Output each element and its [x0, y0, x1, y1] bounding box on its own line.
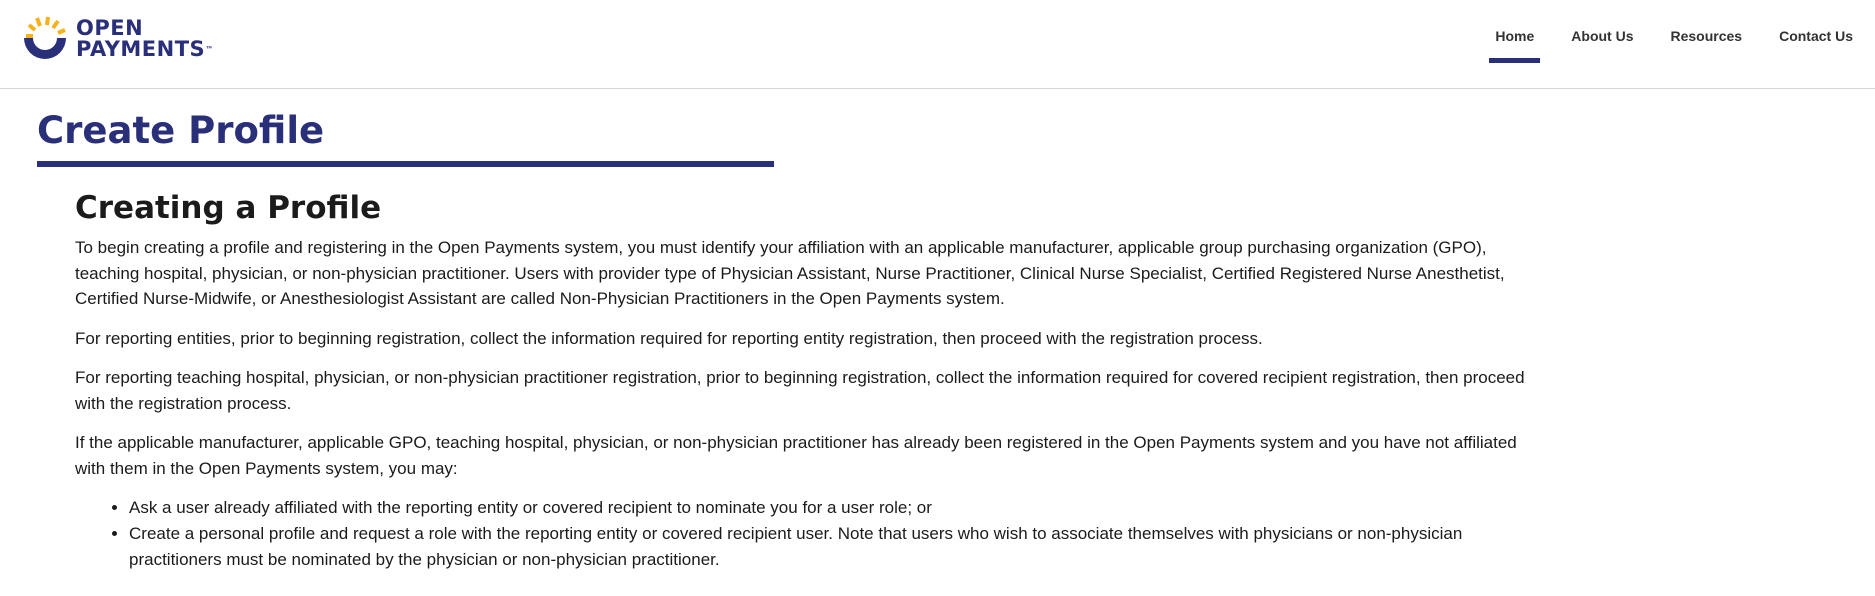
logo-wordmark [76, 18, 213, 60]
logo-line-2: PAYMENTS [76, 37, 206, 61]
open-payments-logo[interactable] [22, 16, 213, 62]
nav-about-us[interactable]: About Us [1571, 28, 1634, 44]
reporting-entities-paragraph: For reporting entities, prior to beginning registration, collect the information required for reporting entity registration, then proceed with the registration process. [75, 328, 1263, 348]
nav-home[interactable]: Home [1495, 0, 1534, 89]
list-item: • Create a personal profile and request a role with the reporting entity or covered recipient user. Note that users who wish to associate themselves with physicians or non-physician practitioners must be nominated by the physician or non-physician practitioner. [129, 521, 1540, 573]
article-body [37, 189, 1540, 573]
main-content [0, 89, 1875, 573]
already-registered-paragraph: If the applicable manufacturer, applicable GPO, teaching hospital, physician, or non-physician practitioner has already been registered in the Open Payments system and you have not affiliated with them in the Open Payments system, you may: [75, 433, 1517, 478]
nav-contact-us[interactable]: Contact Us [1779, 28, 1853, 44]
site-header [0, 0, 1875, 89]
trademark-symbol: ™ [205, 45, 214, 54]
section-heading: Creating a Profile [75, 190, 382, 226]
covered-recipient-paragraph: For reporting teaching hospital, physician, or non-physician practitioner registration, prior to beginning registration, collect the information required for covered recipient registration, then proceed with the registration process. [75, 368, 1525, 413]
sunburst-logo-icon [22, 16, 68, 62]
list-item: • Ask a user already affiliated with the reporting entity or covered recipient to nominate you for a user role; or [129, 495, 1540, 521]
intro-paragraph: To begin creating a profile and registering in the Open Payments system, you must identify your affiliation with an applicable manufacturer, applicable group purchasing organization (GPO), teaching hospital, physician, or non-physician practitioner. Users with provider type of Physician Assistant, Nurse Practitioner, Clinical Nurse Specialist, Certified Registered Nurse Anesthetist, Certified Nurse-Midwife, or Anesthesiologist Assistant are called Non-Physician Practitioners in the Open Payments system. [75, 238, 1505, 308]
nav-resources[interactable]: Resources [1670, 28, 1743, 44]
options-list [75, 495, 1540, 573]
main-nav [1458, 0, 1853, 89]
title-underline [37, 161, 774, 167]
logo-line-1: OPEN [76, 16, 144, 40]
page-title: Create Profile [37, 109, 325, 152]
